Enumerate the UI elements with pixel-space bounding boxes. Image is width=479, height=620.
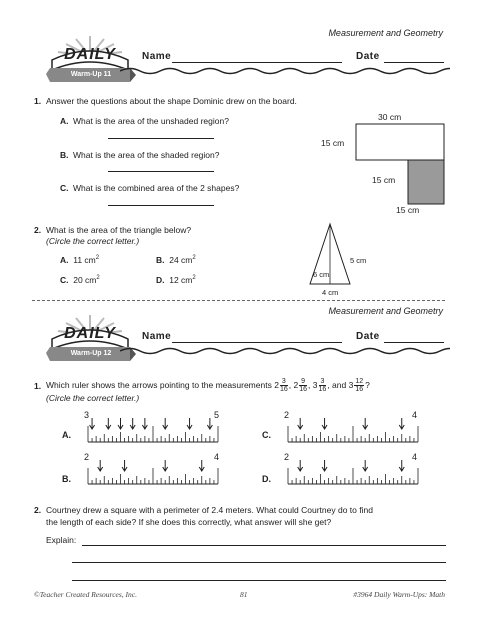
arrow-down-icon [106,418,111,429]
dim-label-bottom: 15 cm [396,205,420,215]
ruler-letter: B. [62,474,71,484]
date-field[interactable] [384,62,444,63]
explain-line[interactable] [72,562,446,563]
question-number: 2. [34,225,42,235]
choice-exponent: 2 [96,275,100,282]
sub-question-text: What is the area of the unshaded region? [73,116,229,126]
answer-line-b[interactable] [108,171,214,172]
arrow-down-icon [363,418,368,429]
arrow-down-icon [90,418,95,429]
mixed-number: 2 $\frac{9}{16}$ [293,378,308,394]
dim-label-inner: 15 cm [372,175,396,185]
section-divider [32,300,445,301]
name-label: Name [142,51,172,62]
section-header-top: Measurement and Geometry [328,28,443,38]
question-number: 2. [34,505,42,515]
arrow-down-icon [207,418,212,429]
ruler-b[interactable] [84,460,224,486]
arrow-down-icon [142,418,147,429]
ruler-left-number: 2 [284,452,290,462]
logo-word: DAILY [64,325,116,342]
question-hint: (Circle the correct letter.) [46,236,140,246]
sub-question-letter: A. [60,116,69,126]
explain-line[interactable] [82,545,446,546]
triangle-height-label: 6 cm [313,270,330,279]
triangle-base-label: 4 cm [322,288,339,297]
name-field[interactable] [172,62,342,63]
choice-letter: C. [60,275,69,285]
ruler-right-number: 4 [412,410,418,420]
date-label: Date [356,51,380,62]
arrow-down-icon [399,418,404,429]
question-text: What is the area of the triangle below? [46,225,192,235]
choice-value: 11 cm [73,255,96,265]
choice-value: 24 cm [169,255,193,265]
section-header-mid: Measurement and Geometry [328,306,443,316]
footer-page-number: 81 [240,590,248,599]
date-label: Date [356,331,380,342]
ruler-left-number: 3 [84,410,90,420]
arrow-down-icon [163,418,168,429]
ruler-right-number: 5 [214,410,220,420]
arrow-down-icon [122,460,127,471]
arrow-down-icon [98,460,103,471]
choice-letter: B. [156,255,165,265]
ruler-c[interactable] [284,418,424,444]
ruler-a[interactable] [84,418,224,444]
question-hint: (Circle the correct letter.) [46,393,140,403]
name-field[interactable] [172,342,342,343]
footer-copyright: ©Teacher Created Resources, Inc. [34,590,137,599]
ruler-letter: D. [262,474,271,484]
triangle-side-label: 5 cm [350,256,367,265]
mixed-number: 2 $\frac{3}{16}$ [274,378,288,394]
arrow-down-icon [298,418,303,429]
dim-label-left: 15 cm [321,138,345,148]
arrow-down-icon [363,460,368,471]
daily-warmup-logo [44,34,136,86]
ruler-left-number: 2 [284,410,290,420]
question-text: Which ruler shows the arrows pointing to the measurements [46,380,272,390]
ruler-right-number: 4 [214,452,220,462]
choice-letter: D. [156,275,165,285]
sub-question-text: What is the combined area of the 2 shapes? [73,183,240,193]
wavy-divider [120,346,450,356]
answer-line-a[interactable] [108,138,214,139]
choice-exponent: 2 [95,255,100,262]
logo-warmup-number: Warm-Up 12 [70,350,112,357]
choice-d[interactable] [156,275,196,285]
explain-line[interactable] [72,580,446,581]
dim-label-top: 30 cm [378,112,402,122]
choice-c[interactable] [60,275,100,285]
answer-line-c[interactable] [108,205,214,206]
name-label: Name [142,331,172,342]
daily-warmup-logo [44,313,136,365]
choice-value: 12 cm [169,275,193,285]
choice-letter: A. [60,255,69,265]
footer-book-title: #3964 Daily Warm-Ups: Math [353,590,445,599]
question-number: 1. [34,96,42,106]
wavy-divider [120,66,450,76]
logo-word: DAILY [64,46,116,63]
logo-warmup-number: Warm-Up 11 [70,71,112,78]
choice-exponent: 2 [192,275,196,282]
question-text-line: Which ruler shows the arrows pointing to the measurements 2 $\frac{3}{16}$ , 2 $\frac{9}{16}$ , 3 $\frac{3}{16}$ , and 3 $\frac{12}{16}$ ? [46,378,370,394]
sub-question-letter: B. [60,150,69,160]
arrow-down-icon [199,460,204,471]
ruler-letter: C. [262,430,271,440]
arrow-down-icon [399,460,404,471]
date-field[interactable] [384,342,444,343]
choice-a[interactable] [60,255,99,265]
arrow-down-icon [322,418,327,429]
question-text: the length of each side? If she does this correctly, what answer will she get? [46,517,332,527]
explain-label: Explain: [46,535,77,545]
sub-question-letter: C. [60,183,69,193]
choice-exponent: 2 [192,255,196,262]
arrow-down-icon [118,418,123,429]
question-text: Answer the questions about the shape Dominic drew on the board. [46,96,297,106]
arrow-down-icon [298,460,303,471]
ruler-right-number: 4 [412,452,418,462]
mixed-number: 3 $\frac{12}{16}$ [348,378,364,394]
arrow-down-icon [130,418,135,429]
ruler-letter: A. [62,430,71,440]
choice-b[interactable] [156,255,196,265]
arrow-down-icon [187,418,192,429]
mixed-number: 3 $\frac{3}{16}$ [312,378,327,394]
triangle-diagram [300,222,360,288]
arrow-down-icon [322,460,327,471]
choice-value: 20 cm [73,275,97,285]
rectangle-diagram [350,122,450,212]
arrow-down-icon [163,460,168,471]
ruler-left-number: 2 [84,452,90,462]
question-text: Courtney drew a square with a perimeter of 2.4 meters. What could Courtney do to find [46,505,373,515]
question-number: 1. [34,381,42,391]
sub-question-text: What is the area of the shaded region? [73,150,220,160]
ruler-d[interactable] [284,460,424,486]
